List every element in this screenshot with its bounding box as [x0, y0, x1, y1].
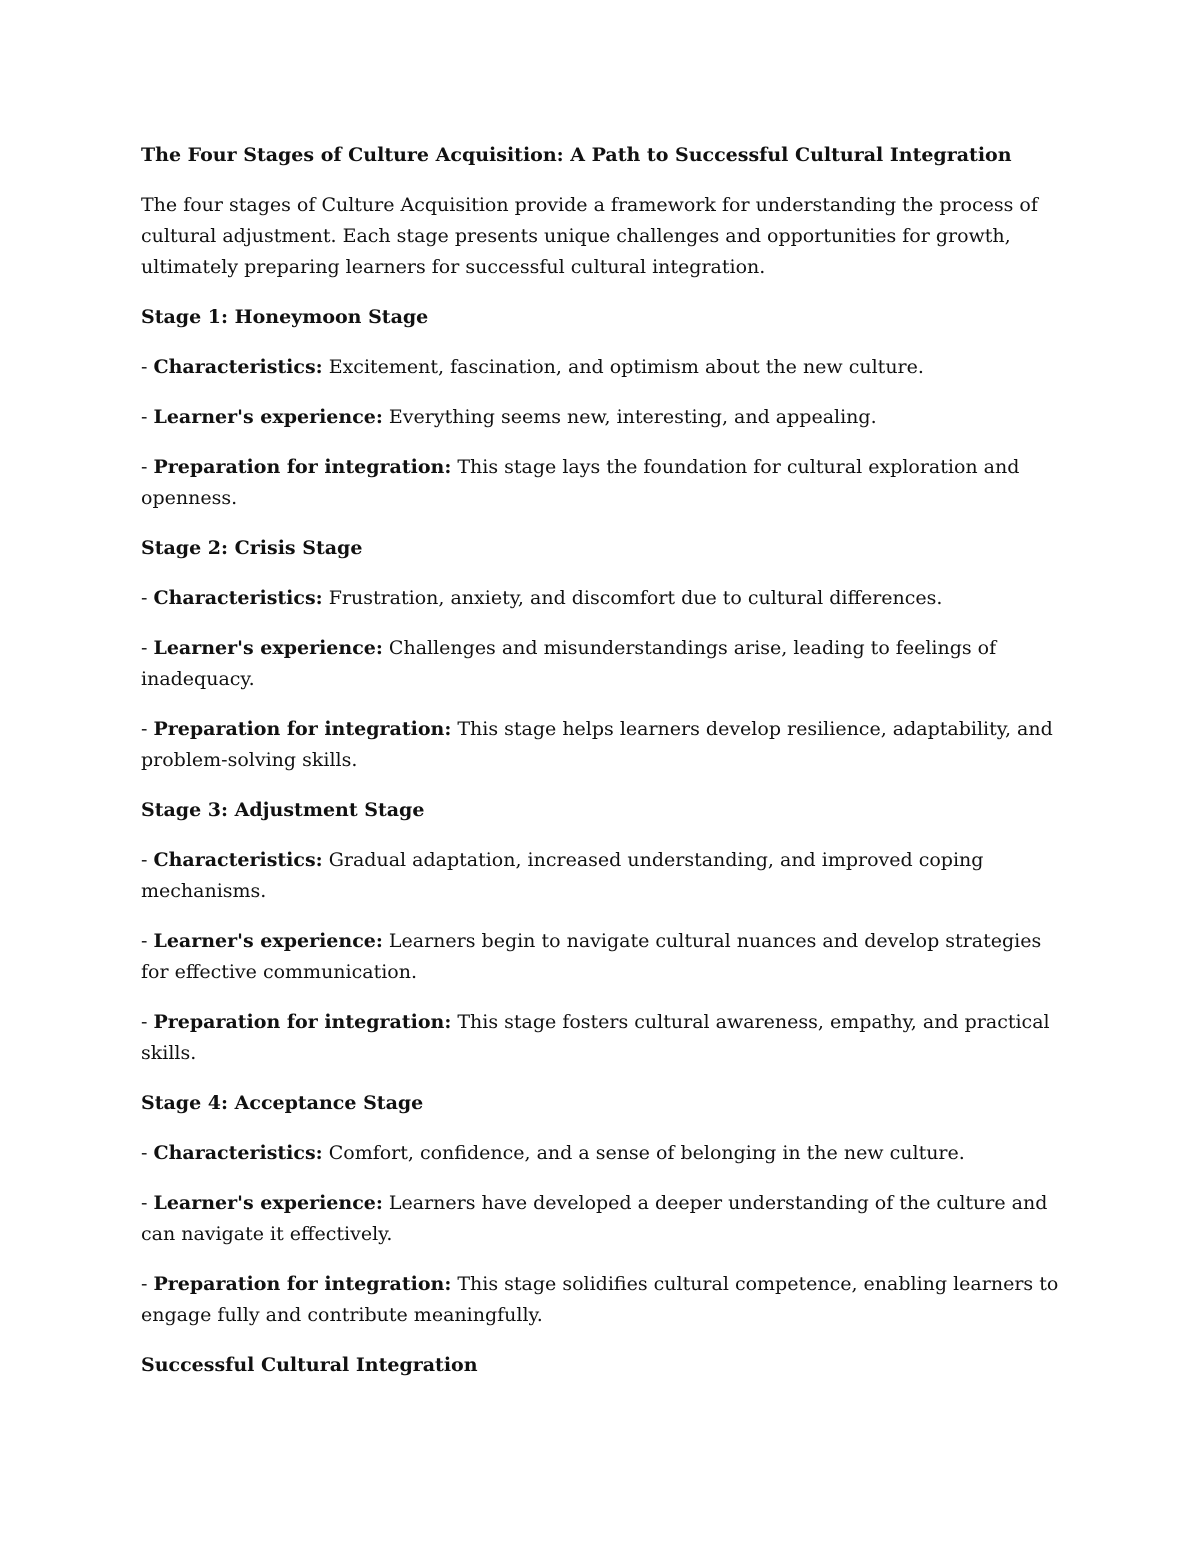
item-dash: - — [141, 849, 154, 871]
closing-heading: Successful Cultural Integration — [141, 1354, 478, 1376]
stage-heading: Stage 4: Acceptance Stage — [141, 1092, 424, 1114]
item-label: Characteristics: — [153, 849, 323, 871]
item-label: Learner's experience: — [153, 406, 383, 428]
item-text: Learners have developed a deeper understanding of the culture and can navigate it effectively. — [141, 1192, 1048, 1245]
item-text: This stage solidifies cultural competence, enabling learners to engage fully and contribute meaningfully. — [141, 1273, 1059, 1326]
stage-characteristics — [141, 845, 1061, 907]
item-dash: - — [141, 1273, 154, 1295]
item-dash: - — [141, 1011, 154, 1033]
stage-heading: Stage 1: Honeymoon Stage — [141, 306, 429, 328]
stage-section-1 — [141, 302, 1061, 514]
item-text: Gradual adaptation, increased understanding, and improved coping mechanisms. — [141, 849, 984, 902]
stage-preparation — [141, 1007, 1061, 1069]
item-dash: - — [141, 1192, 154, 1214]
item-text: This stage helps learners develop resilience, adaptability, and problem-solving skills. — [141, 718, 1053, 771]
item-text: This stage fosters cultural awareness, empathy, and practical skills. — [141, 1011, 1050, 1064]
item-text: Everything seems new, interesting, and appealing. — [382, 406, 877, 428]
stage-section-4 — [141, 1088, 1061, 1331]
intro-paragraph: The four stages of Culture Acquisition provide a framework for understanding the process of cultural adjustment. Each stage presents unique challenges and opportunities for growth, ultimately preparing learners for successful cultural integration. — [141, 194, 1038, 278]
stage-section-2 — [141, 533, 1061, 776]
item-label: Preparation for integration: — [153, 1273, 452, 1295]
document-page — [141, 140, 1061, 1381]
item-dash: - — [141, 356, 154, 378]
item-dash: - — [141, 406, 154, 428]
item-label: Learner's experience: — [153, 930, 383, 952]
item-label: Learner's experience: — [153, 1192, 383, 1214]
item-dash: - — [141, 718, 154, 740]
document-title: The Four Stages of Culture Acquisition: A Path to Successful Cultural Integration — [141, 144, 1012, 166]
stage-learner-experience — [141, 1188, 1061, 1250]
stage-preparation — [141, 1269, 1061, 1331]
stage-learner-experience — [141, 402, 1061, 433]
stage-heading: Stage 3: Adjustment Stage — [141, 799, 425, 821]
stage-section-3 — [141, 795, 1061, 1069]
stage-characteristics — [141, 352, 1061, 383]
stage-learner-experience — [141, 633, 1061, 695]
stage-characteristics — [141, 1138, 1061, 1169]
item-label: Characteristics: — [153, 1142, 323, 1164]
stage-preparation — [141, 452, 1061, 514]
item-dash: - — [141, 637, 154, 659]
item-text: Excitement, fascination, and optimism about the new culture. — [322, 356, 924, 378]
stage-learner-experience — [141, 926, 1061, 988]
item-dash: - — [141, 930, 154, 952]
item-text: Learners begin to navigate cultural nuances and develop strategies for effective communication. — [141, 930, 1042, 983]
stage-characteristics — [141, 583, 1061, 614]
item-label: Characteristics: — [153, 587, 323, 609]
item-dash: - — [141, 1142, 154, 1164]
stage-heading: Stage 2: Crisis Stage — [141, 537, 363, 559]
item-label: Characteristics: — [153, 356, 323, 378]
item-label: Learner's experience: — [153, 637, 383, 659]
item-label: Preparation for integration: — [153, 456, 452, 478]
item-dash: - — [141, 587, 154, 609]
stage-preparation — [141, 714, 1061, 776]
item-text: Comfort, confidence, and a sense of belonging in the new culture. — [322, 1142, 965, 1164]
item-label: Preparation for integration: — [153, 1011, 452, 1033]
item-dash: - — [141, 456, 154, 478]
item-text: Challenges and misunderstandings arise, leading to feelings of inadequacy. — [141, 637, 997, 690]
item-text: Frustration, anxiety, and discomfort due to cultural differences. — [322, 587, 943, 609]
item-text: This stage lays the foundation for cultural exploration and openness. — [141, 456, 1020, 509]
item-label: Preparation for integration: — [153, 718, 452, 740]
